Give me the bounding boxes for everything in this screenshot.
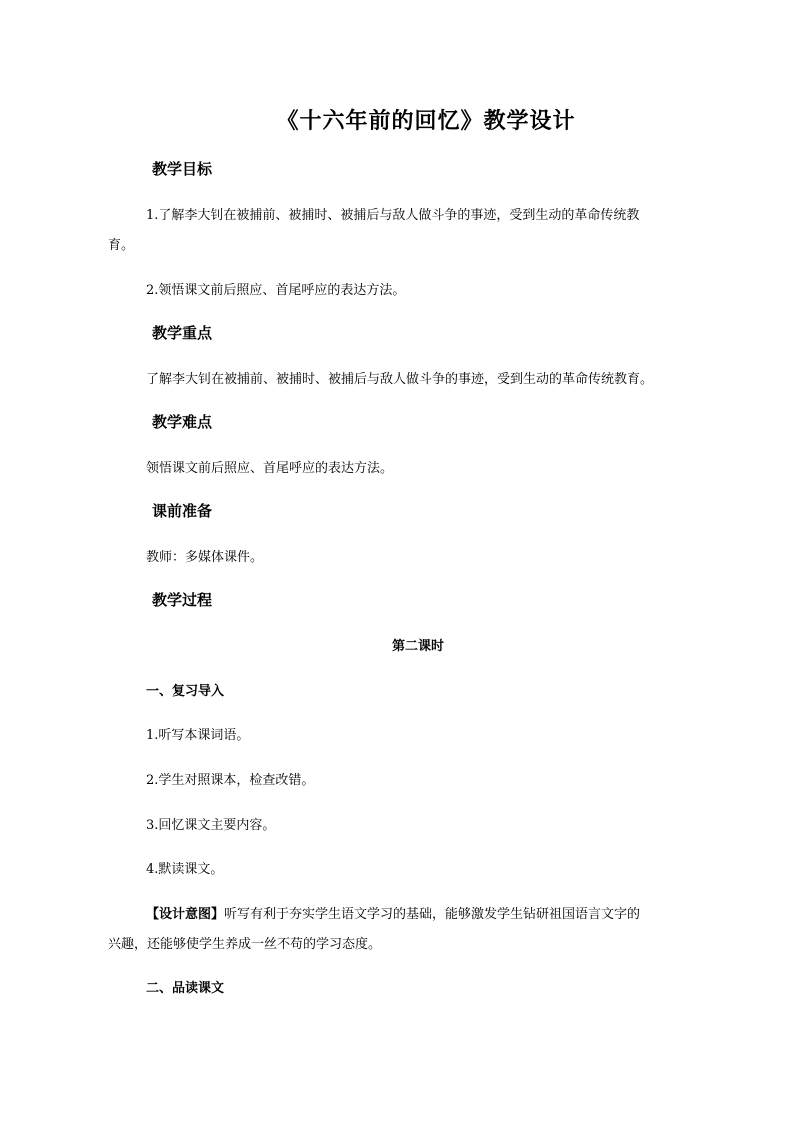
document-title: 《十六年前的回忆》教学设计 — [276, 108, 576, 134]
objective-1-line-1: 1.了解李大钊在被捕前、被捕时、被捕后与敌人做斗争的事迹，受到生动的革命传统教 — [146, 208, 640, 223]
difficulties-text: 领悟课文前后照应、首尾呼应的表达方法。 — [146, 461, 394, 476]
difficulties-heading: 教学难点 — [152, 413, 213, 431]
design-intent-text-1: 听写有利于夯实学生语文学习的基础，能够激发学生钻研祖国语言文字的 — [224, 907, 641, 922]
design-intent-line-1 — [146, 903, 640, 922]
part1-step-2: 2.学生对照课本，检查改错。 — [146, 773, 315, 788]
preparation-text: 教师：多媒体课件。 — [146, 550, 264, 565]
objective-1-line-2: 育。 — [108, 238, 135, 253]
part1-step-4: 4.默读课文。 — [146, 862, 224, 877]
process-heading: 教学过程 — [152, 591, 213, 609]
part1-step-3: 3.回忆课文主要内容。 — [146, 818, 276, 833]
objective-2: 2.领悟课文前后照应、首尾呼应的表达方法。 — [146, 283, 406, 298]
part2-heading: 二、品读课文 — [146, 981, 225, 996]
lesson-heading: 第二课时 — [391, 639, 444, 654]
key-points-text: 了解李大钊在被捕前、被捕时、被捕后与敌人做斗争的事迹，受到生动的革命传统教育。 — [146, 372, 654, 387]
design-intent-line-2: 兴趣，还能够使学生养成一丝不苟的学习态度。 — [108, 937, 382, 952]
design-intent-label: 【设计意图】 — [146, 907, 225, 922]
part1-heading: 一、复习导入 — [146, 684, 225, 699]
key-points-heading: 教学重点 — [152, 324, 213, 342]
preparation-heading: 课前准备 — [152, 502, 213, 520]
part1-step-1: 1.听写本课词语。 — [146, 728, 250, 743]
objectives-heading: 教学目标 — [152, 160, 213, 178]
